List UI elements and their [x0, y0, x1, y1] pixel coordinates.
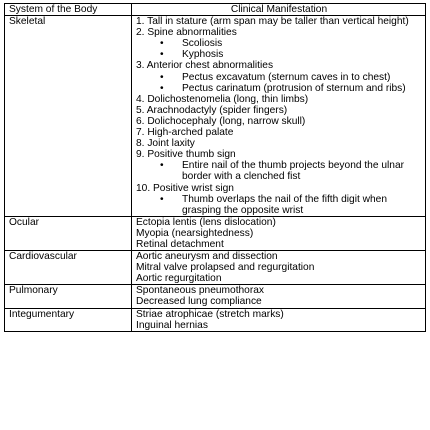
bullet-text: Thumb overlaps the nail of the fifth digit when grasping the opposite wrist: [182, 193, 387, 216]
bullet-icon: •: [160, 49, 164, 61]
list-item: 9. Positive thumb sign: [136, 149, 236, 161]
bullet-item: [136, 49, 422, 60]
list-item: Retinal detachment: [136, 238, 224, 250]
bullet-icon: •: [160, 38, 164, 50]
list-item: 3. Anterior chest abnormalities: [136, 60, 274, 72]
system-integumentary: Integumentary: [5, 308, 132, 331]
list-item: Myopia (nearsightedness): [136, 227, 254, 239]
list-item: 6. Dolichocephaly (long, narrow skull): [136, 115, 306, 127]
list-item: Ectopia lentis (lens dislocation): [136, 216, 276, 228]
row-skeletal: [5, 16, 426, 217]
list-item: 5. Arachnodactyly (spider fingers): [136, 104, 288, 116]
header-row: [5, 4, 426, 16]
list-item: 10. Positive wrist sign: [136, 182, 234, 194]
bullet-text: Pectus excavatum (sternum caves in to chest): [182, 71, 391, 83]
bullet-item: [136, 38, 422, 49]
bullet-icon: •: [160, 82, 164, 94]
header-manifestation: Clinical Manifestation: [132, 4, 426, 16]
list-item: 4. Dolichostenomelia (long, thin limbs): [136, 93, 309, 105]
bullet-item: [136, 160, 422, 182]
bullet-item: [136, 83, 422, 94]
system-skeletal: Skeletal: [5, 16, 132, 217]
bullet-text: Entire nail of the thumb projects beyond the ulnar border with a clenched fist: [182, 160, 404, 183]
list-item: 1. Tall in stature (arm span may be taller than vertical height): [136, 16, 409, 28]
row-pulmonary: [5, 285, 426, 308]
bullet-item: [136, 72, 422, 83]
bullet-icon: •: [160, 193, 164, 205]
list-item: 2. Spine abnormalities: [136, 27, 237, 39]
system-ocular: Ocular: [5, 216, 132, 250]
manifestations-ocular: [132, 216, 426, 250]
list-item: 8. Joint laxity: [136, 138, 195, 150]
bullet-icon: •: [160, 160, 164, 172]
bullet-item: [136, 194, 422, 216]
bullet-icon: •: [160, 71, 164, 83]
list-item: Decreased lung compliance: [136, 296, 262, 308]
row-cardiovascular: [5, 251, 426, 285]
list-item: Aortic aneurysm and dissection: [136, 251, 278, 263]
list-item: Mitral valve prolapsed and regurgitation: [136, 262, 315, 274]
list-item: Aortic regurgitation: [136, 273, 222, 285]
row-ocular: [5, 216, 426, 250]
header-system: System of the Body: [5, 4, 132, 16]
list-item: Spontaneous pneumothorax: [136, 285, 265, 297]
system-cardiovascular: Cardiovascular: [5, 251, 132, 285]
list-item: Striae atrophicae (stretch marks): [136, 308, 284, 320]
row-integumentary: [5, 308, 426, 331]
bullet-text: Scoliosis: [182, 38, 223, 50]
bullet-text: Kyphosis: [182, 49, 224, 61]
list-item: Inguinal hernias: [136, 319, 208, 331]
manifestations-integumentary: [132, 308, 426, 331]
system-pulmonary: Pulmonary: [5, 285, 132, 308]
manifestations-table: [4, 3, 426, 332]
list-item: 7. High-arched palate: [136, 127, 234, 139]
manifestations-skeletal: [132, 16, 426, 217]
manifestations-cardiovascular: [132, 251, 426, 285]
manifestations-pulmonary: [132, 285, 426, 308]
bullet-text: Pectus carinatum (protrusion of sternum and ribs): [182, 82, 406, 94]
